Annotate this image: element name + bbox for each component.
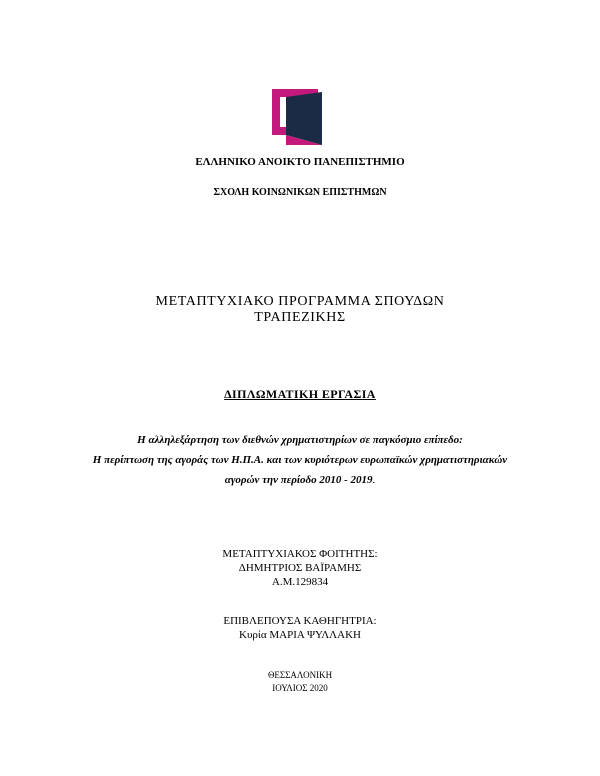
program-line-2: ΤΡΑΠΕΖΙΚΗΣ	[254, 310, 346, 325]
date: ΙΟΥΛΙΟΣ 2020	[272, 683, 328, 693]
thesis-title-line-1: Η αλληλεξάρτηση των διεθνών χρηματιστηρίων σε παγκόσμιο επίπεδο:	[137, 434, 463, 446]
student-id: Α.Μ.129834	[271, 576, 329, 588]
student-name: ΔΗΜΗΤΡΙΟΣ ΒΑΪΡΑΜΗΣ	[238, 562, 362, 574]
place: ΘΕΣΣΑΛΟΝΙΚΗ	[267, 670, 333, 680]
student-label: ΜΕΤΑΠΤΥΧΙΑΚΟΣ ΦΟΙΤΗΤΗΣ:	[222, 548, 378, 560]
thesis-title-period: .	[372, 474, 376, 486]
supervisor-label: ΕΠΙΒΛΕΠΟΥΣΑ ΚΑΘΗΓΗΤΡΙΑ:	[223, 615, 377, 627]
thesis-title-line-2: Η περίπτωση της αγοράς των Η.Π.Α. και των κυριότερων ευρωπαϊκών χρηματιστηριακών	[92, 454, 508, 466]
supervisor-name: Κυρία ΜΑΡΙΑ ΨΥΛΛΑΚΗ	[239, 629, 361, 641]
open-university-logo-icon	[272, 89, 328, 145]
school-name: ΣΧΟΛΗ ΚΟΙΝΩΝΙΚΩΝ ΕΠΙΣΤΗΜΩΝ	[213, 187, 387, 198]
thesis-title-line-3: αγορών την περίοδο 2010 - 2019	[224, 474, 373, 486]
university-name: ΕΛΛΗΝΙΚΟ ΑΝΟΙΚΤΟ ΠΑΝΕΠΙΣΤΗΜΙΟ	[195, 156, 405, 168]
document-type: ΔΙΠΛΩΜΑΤΙΚΗ ΕΡΓΑΣΙΑ	[224, 387, 376, 401]
thesis-title-line-3-wrap	[0, 474, 600, 486]
program-line-1: ΜΕΤΑΠΤΥΧΙΑΚΟ ΠΡΟΓΡΑΜΜΑ ΣΠΟΥΔΩΝ	[155, 294, 445, 309]
